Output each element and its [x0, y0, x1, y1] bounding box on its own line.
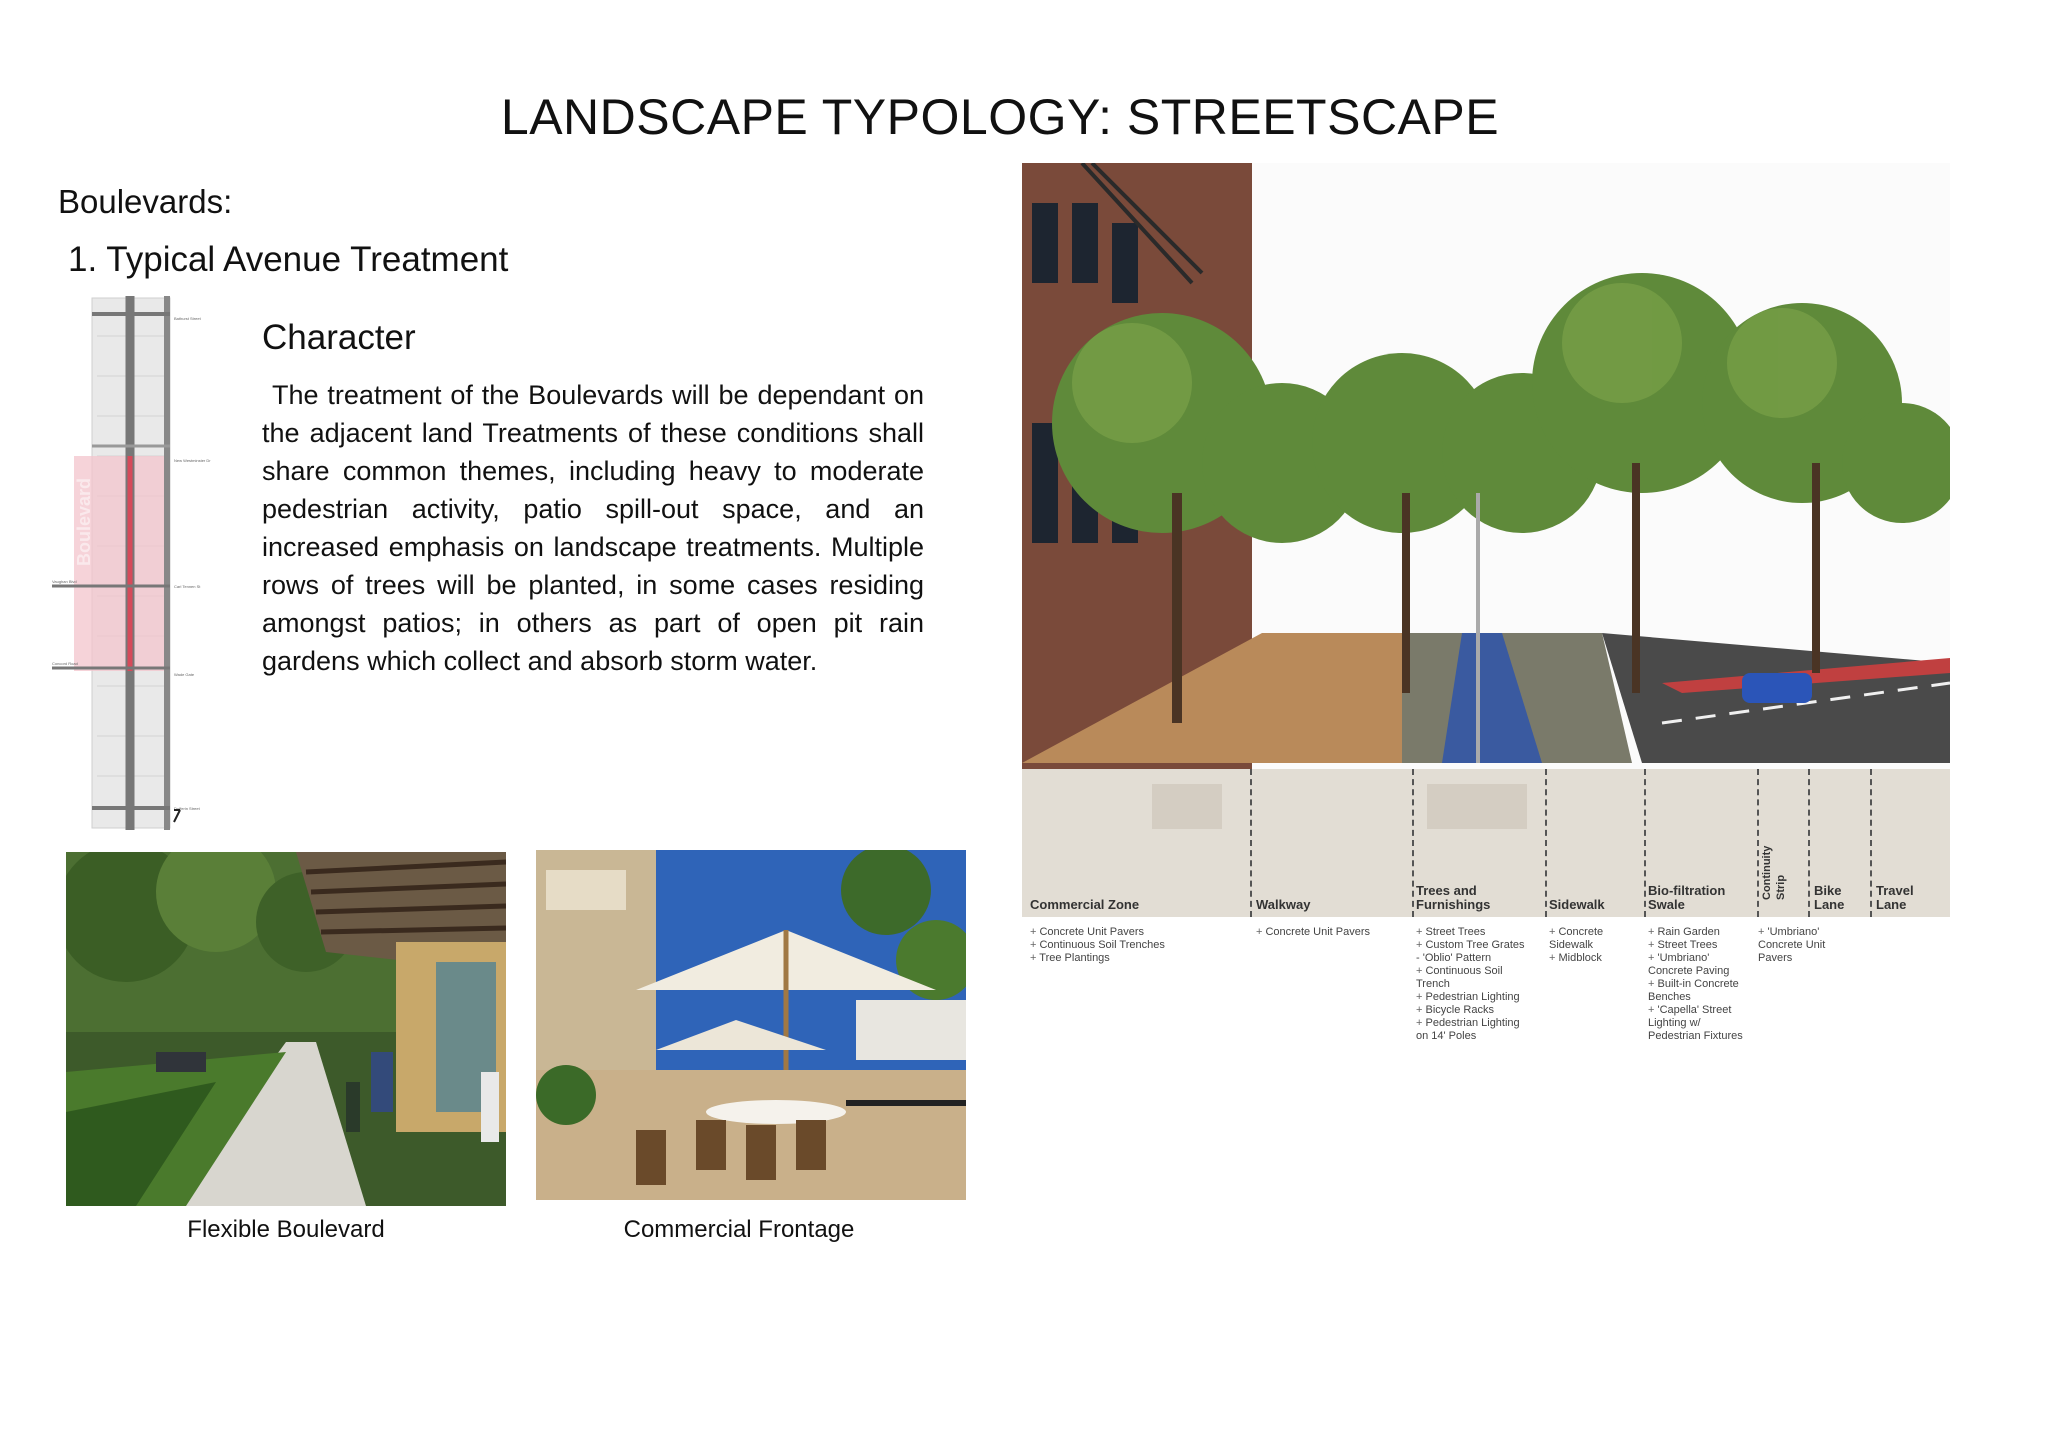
zone-walkway: Walkway + Concrete Unit Pavers: [1256, 898, 1406, 939]
map-street-label: Carl Tennen St: [174, 584, 201, 589]
photo-commercial-frontage: [536, 850, 966, 1200]
zone-travel-lane: Travel Lane: [1876, 883, 1914, 912]
zone-bio-filtration-swale: Bio-filtration Swale + Rain Garden + Street Trees + 'Umbriano' Concrete Paving + Built-in Concrete Benches + 'Capella' Street Lighting w/ Pedestrian Fixtures: [1648, 884, 1756, 1043]
map-street-label: Wade Gate: [174, 672, 195, 677]
zone-bike-lane: Bike Lane: [1814, 883, 1845, 912]
photo-caption: Commercial Frontage: [623, 1216, 855, 1243]
north-arrow-icon: [174, 810, 180, 822]
map-vertical-label: Boulevard: [74, 477, 94, 566]
map-street-label: New Westminster Dr: [174, 458, 211, 463]
map-street-label: Concord Road: [52, 661, 78, 666]
photo-flexible-boulevard: [66, 852, 506, 1206]
zone-continuity-strip: Continuity Strip: [1761, 845, 1787, 900]
zone-continuity-strip-items: + 'Umbriano' Concrete Unit Pavers: [1758, 926, 1848, 965]
section-heading: Boulevards:: [58, 183, 233, 220]
zone-sidewalk: Sidewalk + Concrete Sidewalk + Midblock: [1549, 898, 1639, 965]
zone-trees-furnishings: Trees and Furnishings + Street Trees + Custom Tree Grates - 'Oblio' Pattern + Continuous Soil Trench + Pedestrian Lighting + Bicycle Racks + Pedestrian Lighting on 14' Poles: [1416, 884, 1526, 1043]
zone-commercial: Commercial Zone + Concrete Unit Pavers + Continuous Soil Trenches + Tree Plantings: [1030, 898, 1250, 965]
map-street-label: Bathurst Street: [174, 316, 201, 321]
context-map: [52, 296, 212, 830]
character-description: The treatment of the Boulevards will be dependant on the adjacent land Treatments of these conditions shall share common themes, including heavy to moderate pedestrian activity, patio spill-out space, and an increased emphasis on landscape treatments. Multiple rows of trees will be planted, in some cases residing amongst patios; in others as part of open pit rain gardens which collect and absorb storm water.: [262, 380, 924, 676]
character-heading: Character: [262, 318, 416, 357]
subheading: 1. Typical Avenue Treatment: [68, 240, 509, 279]
map-street-label: Vaughan Blvd: [52, 579, 77, 584]
page-title: LANDSCAPE TYPOLOGY: STREETSCAPE: [500, 89, 1500, 145]
streetscape-cross-section: [1022, 163, 1950, 769]
map-street-label: Dufferin Street: [174, 806, 200, 811]
photo-caption: Flexible Boulevard: [187, 1216, 385, 1243]
